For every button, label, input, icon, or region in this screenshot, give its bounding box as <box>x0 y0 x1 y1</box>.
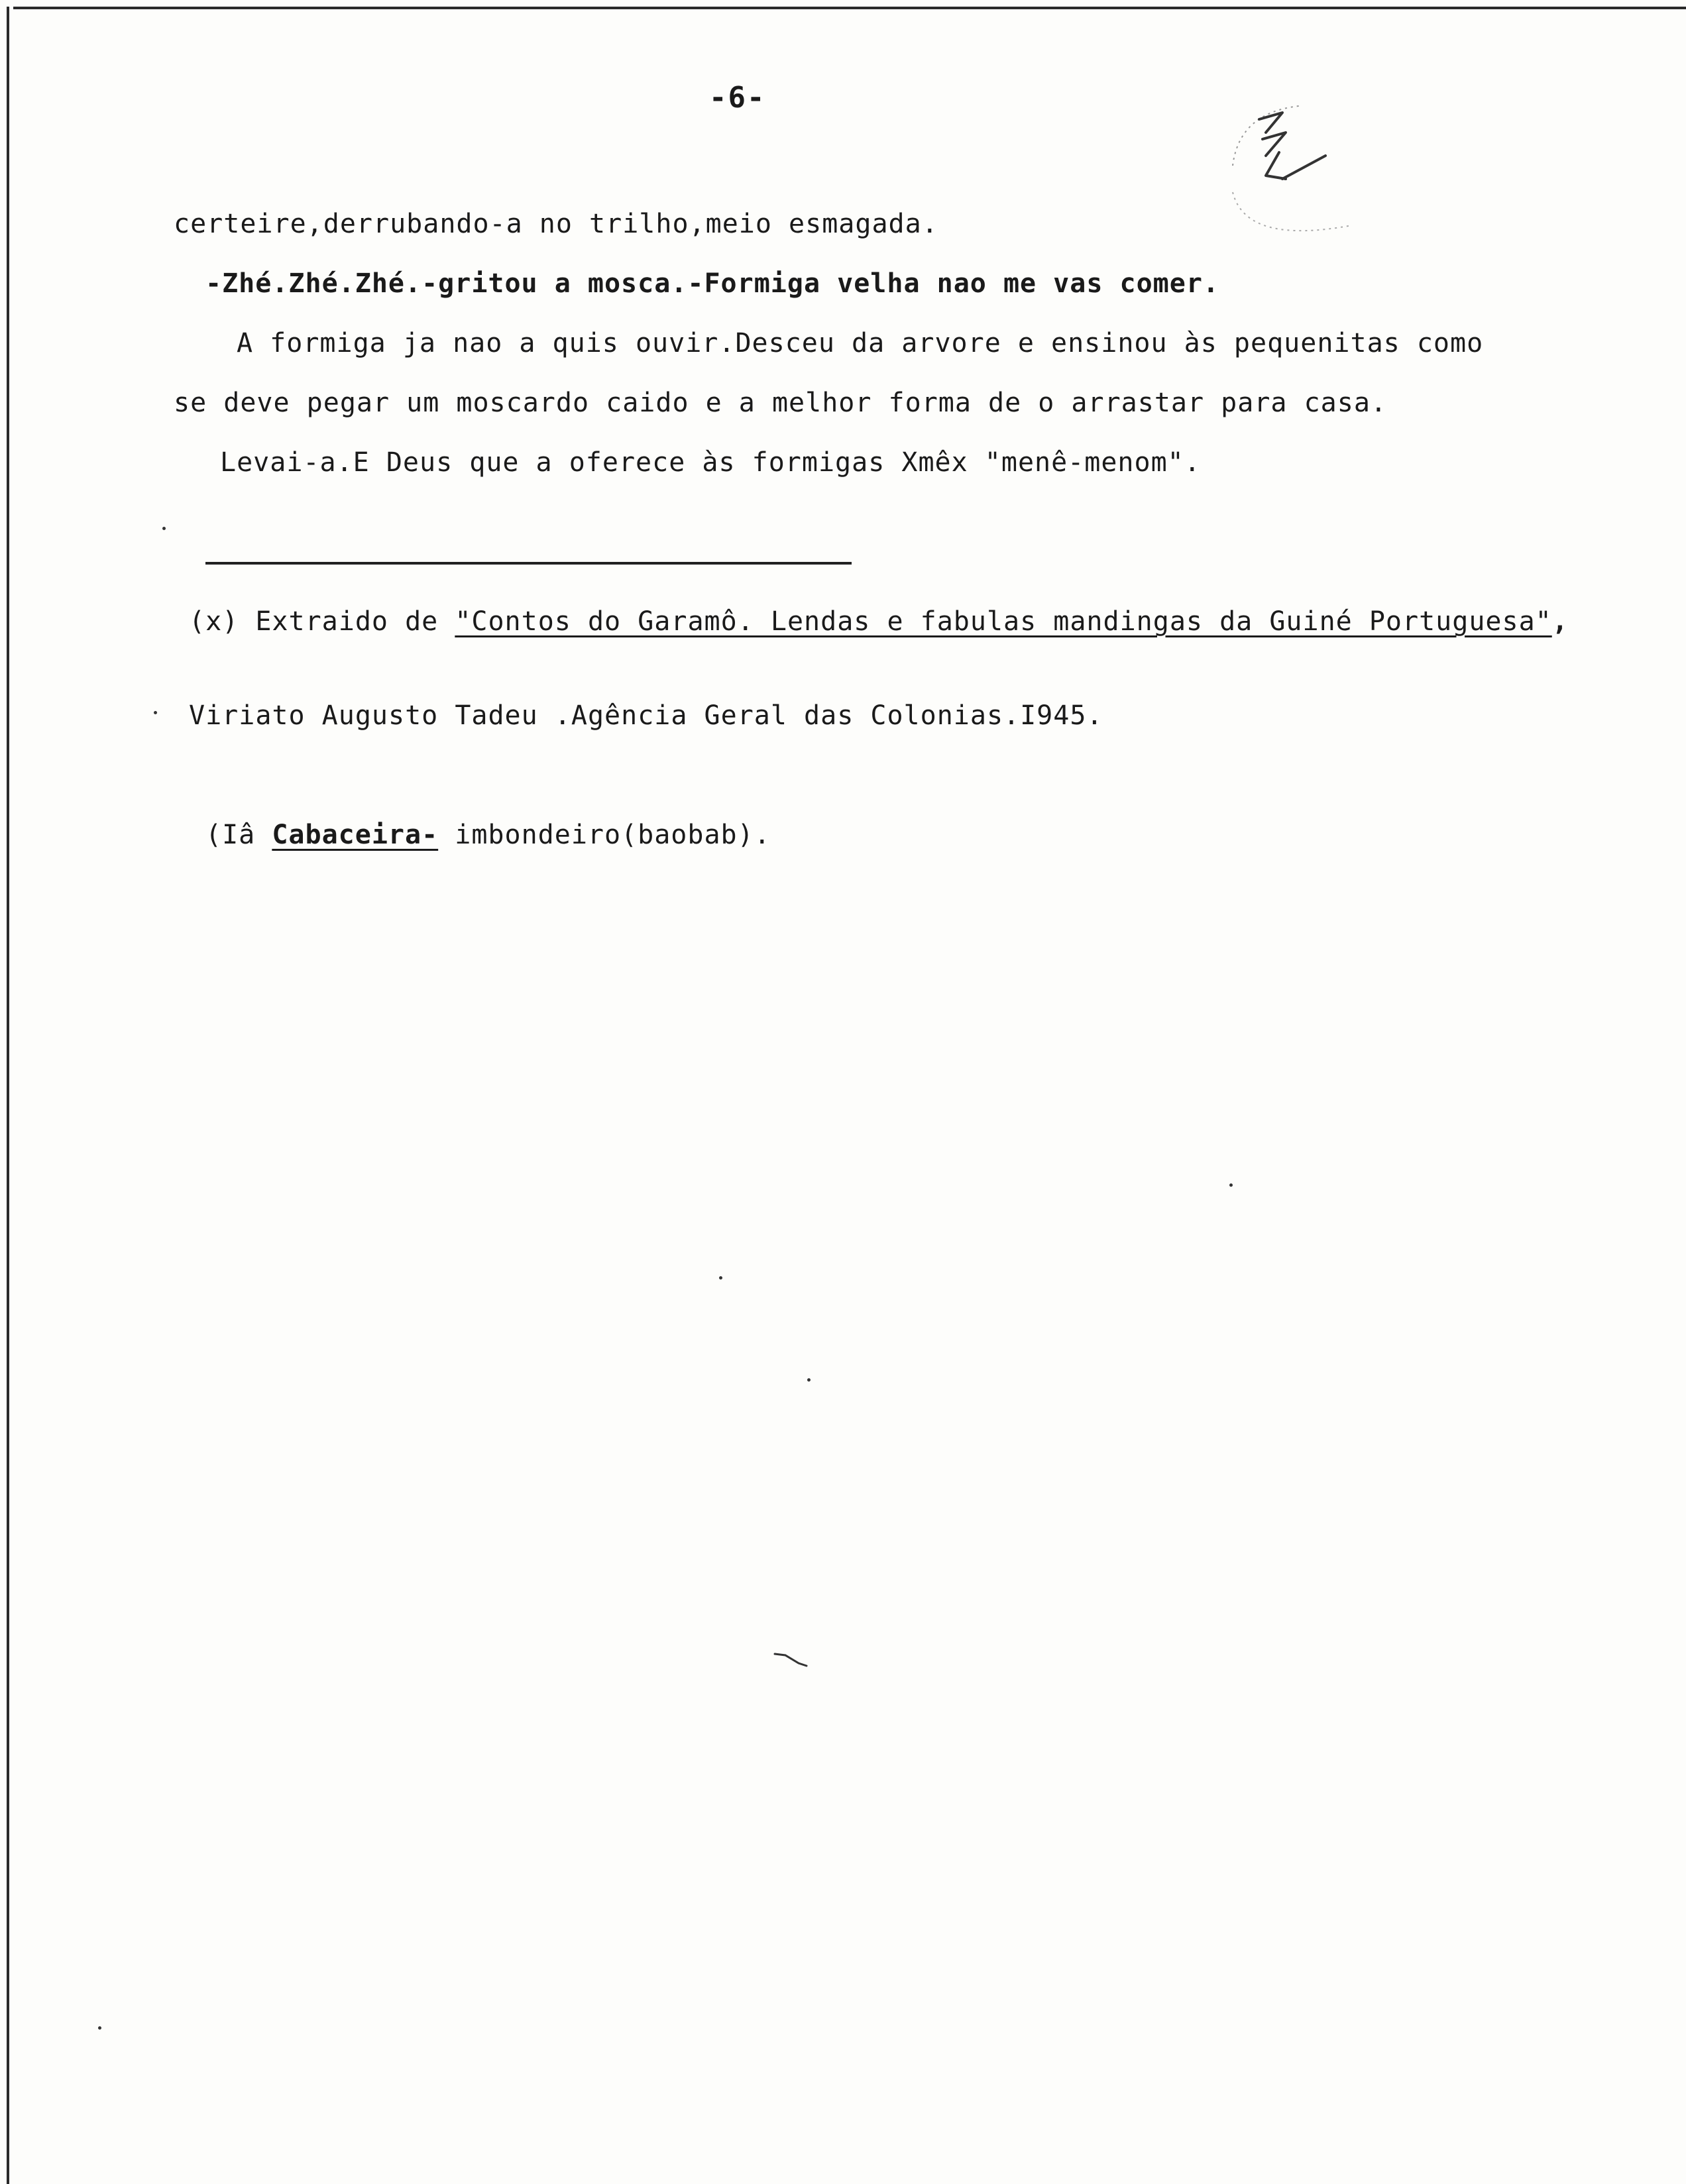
ink-speck <box>1229 1183 1233 1187</box>
ink-speck <box>154 711 157 714</box>
footnote-divider <box>205 562 852 565</box>
page-number: -6- <box>709 81 766 115</box>
body-line-3: A formiga ja nao a quis ouvir.Desceu da arvore e ensinou às pequenitas como <box>237 328 1484 358</box>
footnote-1-prefix: (Iâ <box>205 820 272 850</box>
body-line-4: se deve pegar um moscardo caido e a melhor forma de o arrastar para casa. <box>174 388 1387 418</box>
ink-speck <box>719 1276 722 1280</box>
ink-speck <box>807 1378 811 1382</box>
footnote-x-suffix: , <box>1551 606 1569 637</box>
footnote-x <box>189 608 1569 635</box>
footnote-1-rest: imbondeiro(baobab). <box>438 820 771 850</box>
page-left-edge <box>7 7 9 2184</box>
body-line-5: Levai-a.E Deus que a oferece às formigas Xmêx "menê-menom". <box>220 447 1201 478</box>
ink-speck <box>162 527 166 530</box>
ink-speck <box>98 2026 101 2030</box>
footnote-x-title: "Contos do Garamô. Lendas e fabulas mandingas da Guiné Portuguesa" <box>455 606 1552 637</box>
body-line-1: certeire,derrubando-a no trilho,meio esmagada. <box>174 209 938 239</box>
footnote-1-term: Cabaceira- <box>272 820 439 850</box>
footnote-x-prefix: (x) Extraido de <box>189 606 455 637</box>
footnote-1 <box>205 822 771 848</box>
page-top-edge <box>13 7 1686 9</box>
body-line-2: -Zhé.Zhé.Zhé.-gritou a mosca.-Formiga velha nao me vas comer. <box>205 268 1220 299</box>
footnote-x-line-2: Viriato Augusto Tadeu .Agência Geral das Colonias.I945. <box>189 700 1103 731</box>
ink-mark <box>772 1649 812 1668</box>
handwritten-mark <box>1219 93 1372 258</box>
